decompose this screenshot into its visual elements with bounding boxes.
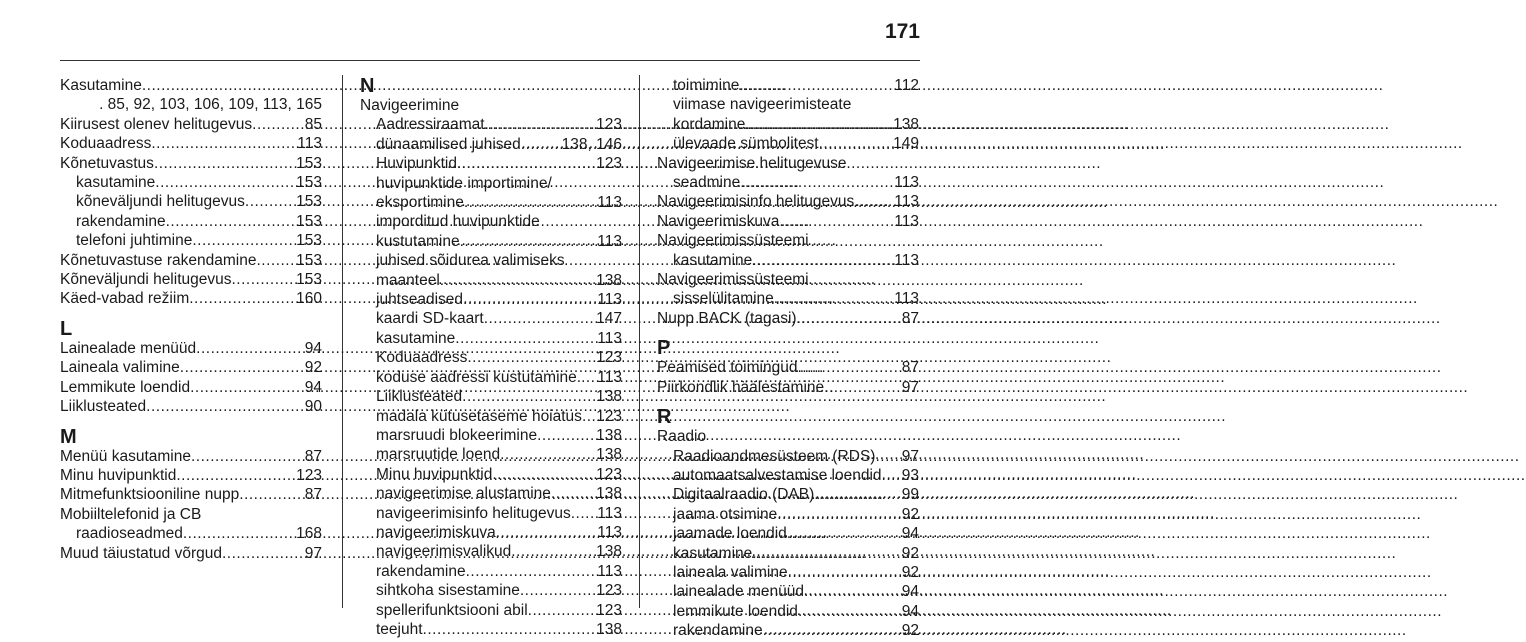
- entry-term: Navigeerimiskuva: [657, 212, 780, 230]
- dot-leader: [779, 212, 894, 231]
- dot-leader: [191, 447, 305, 466]
- entry-term: sihtkoha sisestamine: [376, 582, 520, 600]
- entry-term: navigeerimise alustamine: [376, 485, 551, 503]
- entry-term: Laineala valimine: [60, 359, 180, 377]
- entry-term: juhised sõidurea valimiseks: [376, 252, 565, 270]
- entry-term: Piirkondlik häälestamine: [657, 378, 825, 396]
- entry-term: Aadressiraamat: [376, 116, 485, 134]
- index-subentry: [360, 271, 622, 290]
- index-subentry: [657, 524, 919, 543]
- index-subentry: [360, 542, 622, 561]
- dot-leader: [455, 329, 597, 348]
- page-refs: 113: [297, 135, 322, 153]
- index-subentry: [360, 620, 622, 639]
- index-subentry: [60, 231, 322, 250]
- index-subentry: [360, 154, 622, 173]
- entry-term: marsruutide loend: [376, 446, 501, 464]
- page-refs: 87: [304, 486, 322, 504]
- dot-leader: [551, 484, 596, 503]
- page-refs: 92: [901, 544, 919, 562]
- entry-term: kaardi SD-kaart: [376, 310, 484, 328]
- index-entry: [360, 96, 622, 115]
- entry-term: rakendamine: [673, 622, 763, 640]
- page-refs: 97: [304, 544, 322, 562]
- page-refs: 123: [596, 407, 622, 425]
- index-entry: [60, 289, 322, 308]
- dot-leader: [146, 397, 305, 416]
- dot-leader: [571, 504, 598, 523]
- section-letter: P: [657, 337, 671, 360]
- index-subentry: [360, 562, 622, 581]
- index-entry: [60, 339, 322, 358]
- index-subentry: [60, 212, 322, 231]
- page-refs: 147: [596, 310, 622, 328]
- index-subentry: [360, 426, 622, 445]
- page-refs: 92: [901, 622, 919, 640]
- page-refs: 113: [597, 562, 622, 580]
- page-refs: 153: [296, 154, 322, 172]
- index-entry: [657, 154, 919, 173]
- index-subentry: [360, 115, 622, 134]
- index-entry: [657, 378, 919, 397]
- page-refs: 92: [304, 359, 322, 377]
- index-entry: [60, 251, 322, 270]
- entry-term: Huvipunktid: [376, 155, 457, 173]
- index-column-2: [360, 76, 622, 639]
- entry-term: lemmikute loendid: [673, 602, 798, 620]
- index-subentry: [360, 465, 622, 484]
- index-subentry: [360, 212, 622, 231]
- dot-leader: [256, 251, 296, 270]
- page-refs: 87: [901, 359, 919, 377]
- section-letter: L: [60, 317, 73, 340]
- index-entry: [60, 154, 322, 173]
- page-refs: 113: [597, 523, 622, 541]
- entry-term: madala kütusetaseme hoiatus: [376, 407, 582, 425]
- dot-leader: [484, 309, 596, 328]
- dot-leader: [196, 339, 305, 358]
- page-refs: 93: [901, 466, 919, 484]
- index-entry: [657, 231, 919, 250]
- entry-term: Mitmefunktsiooniline nupp: [60, 486, 240, 504]
- entry-term: Navigeerimine: [360, 97, 460, 114]
- entry-term: Lemmikute loendid: [60, 378, 191, 396]
- section-letter: N: [360, 75, 375, 97]
- index-subentry: [657, 621, 919, 640]
- entry-term: telefoni juhtimine: [76, 232, 193, 250]
- page-refs: 149: [893, 135, 919, 153]
- entry-term: Menüü kasutamine: [60, 447, 191, 465]
- index-subentry: [60, 192, 322, 211]
- entry-term: Koduaadress: [376, 349, 468, 367]
- index-entry: [60, 466, 322, 485]
- entry-term: Nupp BACK (tagasi): [657, 309, 797, 327]
- dot-leader: [496, 523, 598, 542]
- page-refs: 94: [901, 602, 919, 620]
- entry-term: kasutamine: [76, 174, 156, 192]
- entry-term: Kõnetuvastus: [60, 154, 154, 172]
- page-refs: 153: [296, 271, 322, 289]
- page-refs: 113: [597, 291, 622, 309]
- index-entry: [60, 76, 322, 95]
- index-entry: [60, 447, 322, 466]
- entry-term: sisselülitamine: [673, 290, 774, 308]
- page-refs: 113: [597, 504, 622, 522]
- page-refs: 94: [901, 583, 919, 601]
- entry-term: automaatsalvestamise loendid: [673, 466, 882, 484]
- index-subentry: [360, 174, 622, 193]
- entry-term: kasutamine: [673, 251, 753, 269]
- dot-leader: [500, 445, 596, 464]
- entry-term: Navigeerimisinfo helitugevus: [657, 193, 855, 211]
- page-refs: 138: [596, 485, 622, 503]
- index-subentry: [360, 309, 622, 328]
- dot-leader: [463, 290, 597, 309]
- index-subentry: [657, 563, 919, 582]
- dot-leader: [788, 563, 902, 582]
- page-refs: 99: [901, 486, 919, 504]
- page-refs: 113: [597, 329, 622, 347]
- page-refs: 94: [304, 378, 322, 396]
- entry-term: viimase navigeerimisteate: [673, 96, 852, 114]
- index-subentry: [60, 173, 322, 192]
- entry-term: jaamade loendid: [673, 525, 787, 543]
- dot-leader: [537, 426, 596, 445]
- entry-term: rakendamine: [76, 212, 166, 230]
- dot-leader: [745, 115, 893, 134]
- entry-term: navigeerimisvalikud: [376, 543, 512, 561]
- page-refs: 153: [296, 193, 322, 211]
- dot-leader: [151, 134, 297, 153]
- entry-term: Raadioandmesüsteem (RDS): [673, 447, 876, 465]
- dot-leader: [180, 358, 305, 377]
- entry-term: kustutamine: [376, 232, 460, 250]
- page-refs: 138: [596, 543, 622, 561]
- page-refs: 123: [596, 155, 622, 173]
- entry-term: Minu huvipunktid: [60, 466, 177, 484]
- dot-leader: [777, 505, 902, 524]
- entry-term: rakendamine: [376, 562, 466, 580]
- dot-leader: [804, 582, 902, 601]
- page-refs: 112: [894, 77, 919, 94]
- entry-term: Kasutamine: [60, 77, 142, 94]
- page-refs: 113: [597, 368, 622, 386]
- index-subentry: [657, 251, 919, 270]
- index-subentry: [360, 581, 622, 600]
- page-refs: 90: [304, 398, 322, 416]
- page-refs: 94: [304, 339, 322, 357]
- index-entry: [60, 115, 322, 134]
- dot-leader: [752, 251, 894, 270]
- index-subentry: [360, 484, 622, 503]
- entry-term: Raadio: [657, 428, 707, 446]
- entry-term: spellerifunktsiooni abil: [376, 601, 528, 619]
- index-subentry: [360, 193, 622, 212]
- index-subentry: [360, 232, 622, 251]
- index-subentry: [657, 289, 919, 308]
- entry-term: Navigeerimissüsteemi: [657, 271, 809, 289]
- entry-term: navigeerimisinfo helitugevus: [376, 504, 571, 522]
- index-column-1: [60, 76, 322, 563]
- entry-term: lainealade menüüd: [673, 583, 804, 601]
- dot-leader: [192, 231, 296, 250]
- entry-term: laineala valimine: [673, 563, 788, 581]
- dot-leader: [464, 193, 597, 212]
- index-subentry: [657, 173, 919, 192]
- dot-leader: [774, 289, 894, 308]
- header-rule: [60, 60, 920, 61]
- entry-term: kõneväljundi helitugevus: [76, 193, 245, 211]
- index-entry: [60, 270, 322, 289]
- page-refs: 85: [304, 115, 322, 133]
- index-subentry: [657, 582, 919, 601]
- index-entry: [657, 358, 919, 377]
- page-refs: 94: [901, 525, 919, 543]
- dot-leader: [183, 524, 296, 543]
- dot-leader: [882, 466, 902, 485]
- entry-term: koduse aadressi kustutamine.: [376, 368, 582, 386]
- index-entry: [60, 397, 322, 416]
- index-subentry: [657, 134, 919, 153]
- index-entry: [60, 485, 322, 504]
- dot-leader: [466, 562, 598, 581]
- index-subentry: [360, 368, 622, 387]
- entry-term: Kõnetuvastuse rakendamine: [60, 251, 257, 269]
- page-number: 171: [884, 20, 920, 43]
- dot-leader: [467, 348, 596, 367]
- entry-term: ülevaade sümbolitest: [673, 135, 819, 153]
- dot-leader: [521, 135, 562, 154]
- entry-term: imporditud huvipunktide: [376, 213, 540, 231]
- index-subentry: [657, 76, 919, 95]
- index-entry: [60, 134, 322, 153]
- index-subentry: [657, 466, 919, 485]
- dot-leader: [582, 407, 596, 426]
- entry-term: Muud täiustatud võrgud: [60, 544, 222, 562]
- entry-term: Minu huvipunktid: [376, 465, 493, 483]
- page-refs: 113: [894, 174, 919, 192]
- dot-leader: [190, 378, 305, 397]
- entry-term: seadmine: [673, 174, 741, 192]
- index-entry: [657, 270, 919, 289]
- index-entry: [657, 427, 919, 446]
- index-subentry: [360, 504, 622, 523]
- index-subentry: [360, 135, 622, 154]
- dot-leader: [462, 387, 596, 406]
- dot-leader: [176, 466, 296, 485]
- dot-leader: [245, 192, 296, 211]
- page-refs: 138: [893, 115, 919, 133]
- page-refs: 123: [596, 582, 622, 600]
- entry-term: Navigeerimise helitugevuse: [657, 154, 847, 172]
- dot-leader: [155, 173, 296, 192]
- dot-leader: [739, 76, 894, 95]
- entry-term: eksportimine: [376, 194, 464, 212]
- dot-leader: [222, 544, 305, 563]
- index-subentry: [657, 505, 919, 524]
- dot-leader: [797, 358, 901, 377]
- entry-term: juhtseadised: [376, 291, 464, 309]
- page-refs: 113: [894, 193, 919, 211]
- page-refs: 92: [901, 505, 919, 523]
- dot-leader: [797, 309, 902, 328]
- section-letter: M: [60, 425, 77, 448]
- dot-leader: [166, 212, 297, 231]
- entry-term: dünaamilised juhised: [376, 135, 521, 153]
- index-subentry: [657, 544, 919, 563]
- index-entry: [60, 505, 322, 524]
- page-refs: 123: [596, 465, 622, 483]
- page-refs: 123: [596, 601, 622, 619]
- page-refs: 138: [596, 620, 622, 638]
- dot-leader: [581, 368, 597, 387]
- dot-leader: [154, 154, 296, 173]
- page-refs: 153: [296, 174, 322, 192]
- dot-leader: [231, 270, 296, 289]
- page-refs: 138, 146: [561, 135, 622, 153]
- dot-leader: [875, 447, 901, 466]
- index-subentry: [360, 407, 622, 426]
- dot-leader: [819, 134, 894, 153]
- index-subentry: [360, 348, 622, 367]
- index-subentry: [657, 115, 919, 134]
- entry-term: maanteel: [376, 271, 440, 289]
- entry-term: Digitaalraadio (DAB): [673, 486, 815, 504]
- page-refs: 153: [296, 251, 322, 269]
- index-subentry: [657, 447, 919, 466]
- page-refs: 123: [596, 349, 622, 367]
- entry-term: Kiirusest olenev helitugevus: [60, 115, 253, 133]
- page-refs: 138: [596, 388, 622, 406]
- entry-term: huvipunktide importimine/: [376, 174, 552, 192]
- dot-leader: [824, 378, 902, 397]
- dot-leader: [252, 115, 305, 134]
- dot-leader: [740, 173, 894, 192]
- page-refs: 168: [296, 525, 322, 543]
- page-refs: 113: [597, 194, 622, 212]
- index-column-3: [657, 76, 919, 641]
- page-refs: 160: [296, 290, 322, 308]
- dot-leader: [511, 542, 596, 561]
- entry-term: toimimine: [673, 77, 740, 94]
- entry-term: Kõneväljundi helitugevus: [60, 271, 232, 289]
- index-entry: [60, 378, 322, 397]
- page-refs: 123: [296, 466, 322, 484]
- dot-leader: [814, 485, 901, 504]
- entry-term: Navigeerimissüsteemi: [657, 232, 809, 250]
- entry-term: Peamised toimingud: [657, 359, 798, 377]
- entry-term: kordamine: [673, 115, 746, 133]
- page-refs: 138: [596, 271, 622, 289]
- index-subentry: [360, 329, 622, 348]
- dot-leader: [142, 76, 322, 95]
- entry-term: kasutamine: [376, 329, 456, 347]
- dot-leader: [492, 465, 596, 484]
- dot-leader: [189, 289, 296, 308]
- page-refs: 113: [597, 232, 622, 250]
- page-refs: 153: [296, 232, 322, 250]
- entry-term: teejuht: [376, 620, 423, 638]
- dot-leader: [520, 581, 596, 600]
- index-entry: [657, 192, 919, 211]
- dot-leader: [854, 192, 894, 211]
- dot-leader: [763, 621, 902, 640]
- dot-leader: [787, 524, 902, 543]
- index-subentry: [360, 523, 622, 542]
- index-subentry: [657, 95, 919, 114]
- page-refs: 138: [596, 446, 622, 464]
- dot-leader: [440, 271, 596, 290]
- page-refs: 113: [894, 251, 919, 269]
- dot-leader: [460, 232, 598, 251]
- section-letter: R: [657, 406, 672, 429]
- index-subentry: [360, 601, 622, 620]
- dot-leader: [485, 115, 597, 134]
- page-refs: 113: [894, 290, 919, 308]
- dot-leader: [457, 154, 596, 173]
- page-refs: 97: [901, 378, 919, 396]
- page-refs: 92: [901, 563, 919, 581]
- entry-term: raadioseadmed: [76, 525, 183, 543]
- index-entry: [60, 358, 322, 377]
- entry-term: Koduaadress: [60, 135, 152, 153]
- entry-term: Lainealade menüüd: [60, 339, 197, 357]
- entry-term: Liiklusteated: [376, 388, 463, 406]
- index-subentry: [657, 485, 919, 504]
- entry-term: jaama otsimine: [673, 505, 778, 523]
- page-refs: 97: [901, 447, 919, 465]
- entry-term: Käed-vabad režiim: [60, 290, 190, 308]
- index-entry: [657, 309, 919, 328]
- entry-term: navigeerimiskuva: [376, 523, 496, 541]
- index-subentry: [60, 524, 322, 543]
- page-refs: 138: [596, 426, 622, 444]
- index-subentry: [360, 387, 622, 406]
- index-entry: [60, 544, 322, 563]
- index-entry-pages: [60, 95, 322, 114]
- page-refs: 87: [304, 447, 322, 465]
- dot-leader: [798, 602, 902, 621]
- page-refs: 153: [296, 212, 322, 230]
- entry-term: Mobiiltelefonid ja CB: [60, 505, 202, 523]
- index-entry: [657, 212, 919, 231]
- index-subentry: [360, 445, 622, 464]
- entry-term: Liiklusteated: [60, 398, 147, 416]
- page-refs: 113: [894, 212, 919, 230]
- dot-leader: [239, 485, 305, 504]
- dot-leader: [528, 601, 596, 620]
- page-refs: . 85, 92, 103, 106, 109, 113, 165: [99, 96, 322, 114]
- page-refs: 123: [596, 116, 622, 134]
- entry-term: marsruudi blokeerimine: [376, 426, 538, 444]
- page-refs: 87: [901, 309, 919, 327]
- index-subentry: [657, 602, 919, 621]
- dot-leader: [752, 544, 901, 563]
- index-subentry: [360, 290, 622, 309]
- index-subentry: [360, 251, 622, 270]
- dot-leader: [423, 620, 597, 639]
- entry-term: kasutamine: [673, 544, 753, 562]
